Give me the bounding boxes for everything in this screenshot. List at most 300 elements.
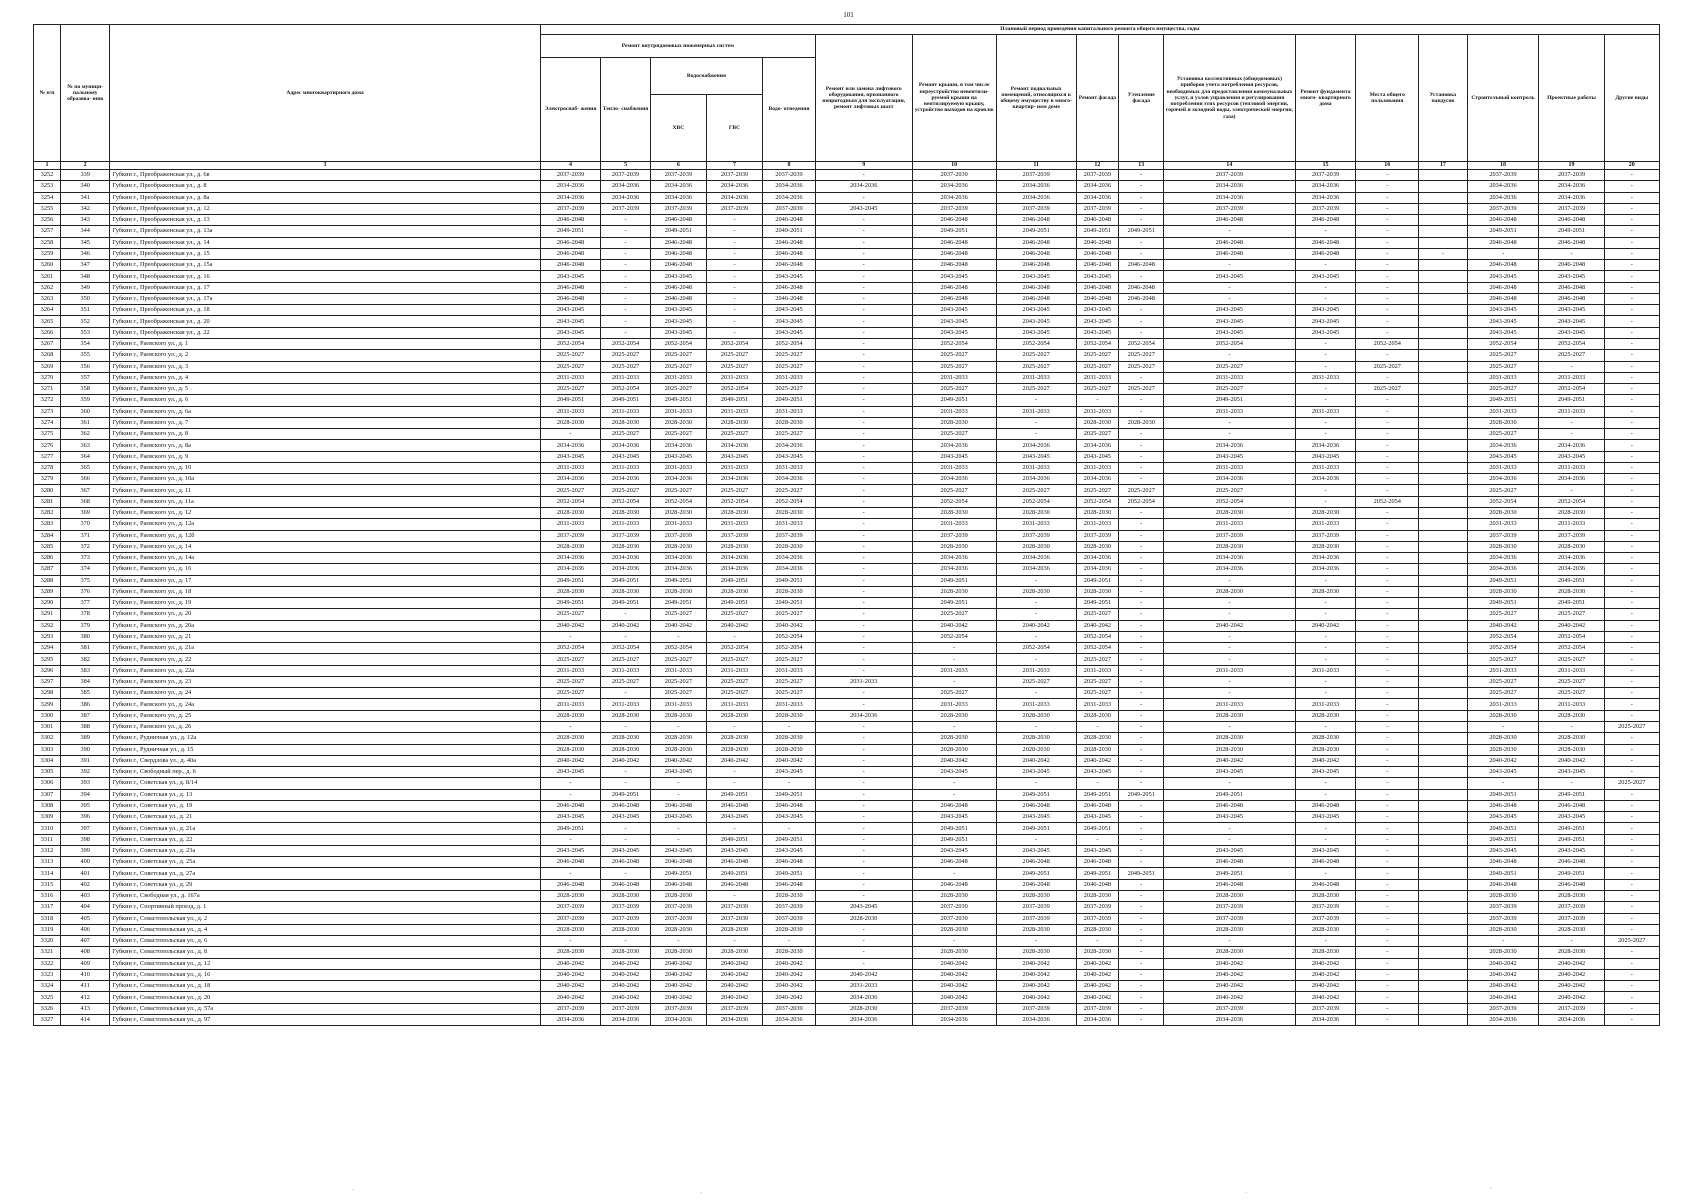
other-works-cell: - (1604, 969, 1659, 980)
meters-cell: - (1164, 834, 1295, 845)
heat-cell: - (601, 282, 650, 293)
ramps-cell (1419, 981, 1467, 992)
roof-cell: 2025-2027 (912, 429, 996, 440)
construction-control-cell: 2025-2027 (1467, 609, 1539, 620)
basement-cell: 2034-2036 (996, 440, 1076, 451)
roof-cell: 2025-2027 (912, 609, 996, 620)
heat-cell: 2031-2033 (601, 406, 650, 417)
row-number-cell: 3296 (34, 665, 61, 676)
insulation-cell: - (1119, 609, 1164, 620)
drain-cell: 2046-2048 (763, 293, 816, 304)
facade-cell: - (1076, 936, 1119, 947)
table-body (34, 170, 1660, 1026)
other-works-cell: - (1604, 519, 1659, 530)
foundation-cell: - (1295, 688, 1356, 699)
insulation-cell: - (1119, 564, 1164, 575)
hot-water-cell: 2028-2030 (706, 947, 762, 958)
address-cell: Губкин г., Раевского ул., д. 17 (110, 575, 540, 586)
cold-water-cell: - (650, 789, 706, 800)
address-cell: Губкин г., Раевского ул., д. 4 (110, 372, 540, 383)
insulation-cell: - (1119, 902, 1164, 913)
foundation-cell: - (1295, 722, 1356, 733)
foundation-cell: 2043-2045 (1295, 316, 1356, 327)
common-areas-cell: - (1356, 170, 1419, 181)
foundation-cell: 2046-2048 (1295, 215, 1356, 226)
address-cell: Губкин г., Преображенская ул., д. 17а (110, 293, 540, 304)
design-works-cell: 2025-2027 (1539, 688, 1604, 699)
insulation-cell: - (1119, 688, 1164, 699)
construction-control-cell: 2028-2030 (1467, 891, 1539, 902)
hot-water-cell: 2028-2030 (706, 733, 762, 744)
drain-cell: 2037-2039 (763, 530, 816, 541)
mun-number-cell: 384 (60, 676, 109, 687)
table-row (34, 800, 1660, 811)
basement-cell: 2034-2036 (996, 1014, 1076, 1025)
basement-cell: 2049-2051 (996, 226, 1076, 237)
row-number-cell: 3316 (34, 891, 61, 902)
insulation-cell: - (1119, 834, 1164, 845)
heat-cell: 2037-2039 (601, 902, 650, 913)
row-number-cell: 3315 (34, 879, 61, 890)
ramps-cell (1419, 451, 1467, 462)
heat-cell: 2025-2027 (601, 485, 650, 496)
other-works-cell: - (1604, 958, 1659, 969)
drain-cell: 2031-2033 (763, 519, 816, 530)
heat-cell: 2028-2030 (601, 417, 650, 428)
address-cell: Губкин г., Севастопольская ул., д. 97 (110, 1014, 540, 1025)
construction-control-cell: 2025-2027 (1467, 676, 1539, 687)
basement-cell: 2040-2042 (996, 620, 1076, 631)
construction-control-cell: 2037-2039 (1467, 203, 1539, 214)
facade-cell: 2043-2045 (1076, 305, 1119, 316)
cold-water-cell: 2049-2051 (650, 575, 706, 586)
mun-number-cell: 394 (60, 789, 109, 800)
meters-cell: 2037-2039 (1164, 902, 1295, 913)
construction-control-cell: 2043-2045 (1467, 327, 1539, 338)
construction-control-cell: 2040-2042 (1467, 755, 1539, 766)
design-works-cell: 2031-2033 (1539, 406, 1604, 417)
cold-water-cell: 2037-2039 (650, 913, 706, 924)
facade-cell: 2046-2048 (1076, 293, 1119, 304)
other-works-cell: - (1604, 834, 1659, 845)
address-cell: Губкин г., Советская ул., д. 25а (110, 857, 540, 868)
address-cell: Губкин г., Раевского ул., д. 12а (110, 519, 540, 530)
table-row (34, 507, 1660, 518)
common-areas-cell: - (1356, 947, 1419, 958)
ramps-cell (1419, 789, 1467, 800)
meters-cell: 2037-2039 (1164, 1003, 1295, 1014)
basement-cell: 2037-2039 (996, 203, 1076, 214)
row-number-cell: 3318 (34, 913, 61, 924)
basement-cell: - (996, 575, 1076, 586)
cold-water-cell: 2025-2027 (650, 485, 706, 496)
address-cell: Губкин г., Раевского ул., д. 21а (110, 643, 540, 654)
basement-cell: 2028-2030 (996, 891, 1076, 902)
address-cell: Губкин г., Преображенская ул., д. 13а (110, 226, 540, 237)
scan-mark: · (1245, 1190, 1247, 1196)
ramps-cell (1419, 474, 1467, 485)
meters-cell: 2040-2042 (1164, 992, 1295, 1003)
mun-number-cell: 347 (60, 260, 109, 271)
construction-control-cell: 2028-2030 (1467, 507, 1539, 518)
other-works-cell: 2025-2027 (1604, 936, 1659, 947)
row-number-cell: 3291 (34, 609, 61, 620)
insulation-cell: - (1119, 981, 1164, 992)
cold-water-cell: 2046-2048 (650, 293, 706, 304)
ramps-cell (1419, 631, 1467, 642)
address-cell: Губкин г., Севастопольская ул., д. 8 (110, 947, 540, 958)
electric-cell: 2049-2051 (540, 395, 601, 406)
common-areas-cell: - (1356, 699, 1419, 710)
heat-cell: 2046-2048 (601, 800, 650, 811)
foundation-cell: 2040-2042 (1295, 958, 1356, 969)
common-areas-cell: 2025-2027 (1356, 361, 1419, 372)
facade-cell: 2046-2048 (1076, 260, 1119, 271)
construction-control-cell: 2046-2048 (1467, 260, 1539, 271)
drain-cell: - (763, 722, 816, 733)
common-areas-cell: - (1356, 902, 1419, 913)
insulation-cell: - (1119, 845, 1164, 856)
heat-cell: 2046-2048 (601, 857, 650, 868)
ramps-cell (1419, 891, 1467, 902)
insulation-cell: - (1119, 969, 1164, 980)
mun-number-cell: 370 (60, 519, 109, 530)
mun-number-cell: 358 (60, 384, 109, 395)
insulation-cell: - (1119, 451, 1164, 462)
insulation-cell: - (1119, 631, 1164, 642)
cold-water-cell: 2028-2030 (650, 733, 706, 744)
roof-cell: 2031-2033 (912, 665, 996, 676)
roof-cell: 2031-2033 (912, 406, 996, 417)
hot-water-cell: 2025-2027 (706, 361, 762, 372)
heat-cell: - (601, 248, 650, 259)
table-row (34, 305, 1660, 316)
meters-cell: 2046-2048 (1164, 857, 1295, 868)
roof-cell: 2049-2051 (912, 834, 996, 845)
insulation-cell: 2025-2027 (1119, 361, 1164, 372)
basement-cell: 2040-2042 (996, 981, 1076, 992)
basement-cell: 2031-2033 (996, 665, 1076, 676)
insulation-cell: - (1119, 947, 1164, 958)
meters-cell: - (1164, 417, 1295, 428)
design-works-cell: 2052-2054 (1539, 338, 1604, 349)
lift-cell: - (815, 823, 912, 834)
address-cell: Губкин г., Советская ул., д. 13 (110, 789, 540, 800)
facade-cell: 2034-2036 (1076, 181, 1119, 192)
drain-cell: 2049-2051 (763, 226, 816, 237)
table-row (34, 958, 1660, 969)
other-works-cell: - (1604, 598, 1659, 609)
foundation-cell: - (1295, 338, 1356, 349)
common-areas-cell: - (1356, 676, 1419, 687)
design-works-cell: 2028-2030 (1539, 744, 1604, 755)
cold-water-cell: 2043-2045 (650, 812, 706, 823)
hot-water-cell: - (706, 237, 762, 248)
address-cell: Губкин г., Раевского ул., д. 6 (110, 395, 540, 406)
mun-number-cell: 404 (60, 902, 109, 913)
hot-water-cell: 2028-2030 (706, 417, 762, 428)
lift-cell: - (815, 778, 912, 789)
column-number-cell: 4 (540, 162, 601, 170)
roof-cell: 2034-2036 (912, 181, 996, 192)
mun-number-cell: 348 (60, 271, 109, 282)
facade-cell: 2046-2048 (1076, 215, 1119, 226)
basement-cell: 2046-2048 (996, 260, 1076, 271)
address-cell: Губкин г., Преображенская ул., д. 6в (110, 170, 540, 181)
hot-water-cell: 2031-2033 (706, 462, 762, 473)
column-number-cell: 2 (60, 162, 109, 170)
col-insulation-header: Утепление фасада (1119, 35, 1164, 162)
meters-cell: 2043-2045 (1164, 305, 1295, 316)
heat-cell: - (601, 271, 650, 282)
hot-water-cell: 2043-2045 (706, 812, 762, 823)
row-number-cell: 3262 (34, 282, 61, 293)
address-cell: Губкин г., Севастопольская ул., д. 12 (110, 958, 540, 969)
insulation-cell: - (1119, 305, 1164, 316)
insulation-cell: - (1119, 327, 1164, 338)
cold-water-cell: 2046-2048 (650, 800, 706, 811)
other-works-cell: - (1604, 744, 1659, 755)
design-works-cell: - (1539, 248, 1604, 259)
cold-water-cell: 2028-2030 (650, 710, 706, 721)
drain-cell: 2046-2048 (763, 237, 816, 248)
basement-cell: 2049-2051 (996, 823, 1076, 834)
basement-cell: 2028-2030 (996, 710, 1076, 721)
construction-control-cell: 2031-2033 (1467, 519, 1539, 530)
design-works-cell: 2040-2042 (1539, 958, 1604, 969)
hot-water-cell: 2049-2051 (706, 789, 762, 800)
address-cell: Губкин г., Раевского ул., д. 10 (110, 462, 540, 473)
table-row (34, 485, 1660, 496)
facade-cell: 2043-2045 (1076, 271, 1119, 282)
hot-water-cell: 2034-2036 (706, 1014, 762, 1025)
foundation-cell: 2034-2036 (1295, 564, 1356, 575)
hot-water-cell: 2052-2054 (706, 338, 762, 349)
column-number-cell: 3 (110, 162, 540, 170)
common-areas-cell: - (1356, 372, 1419, 383)
lift-cell: 2031-2033 (815, 981, 912, 992)
ramps-cell (1419, 609, 1467, 620)
row-number-cell: 3272 (34, 395, 61, 406)
other-works-cell: - (1604, 620, 1659, 631)
design-works-cell: 2043-2045 (1539, 316, 1604, 327)
electric-cell: 2046-2048 (540, 215, 601, 226)
other-works-cell: - (1604, 237, 1659, 248)
hot-water-cell: 2034-2036 (706, 553, 762, 564)
ramps-cell (1419, 170, 1467, 181)
row-number-cell: 3284 (34, 530, 61, 541)
construction-control-cell: 2046-2048 (1467, 215, 1539, 226)
heat-cell: - (601, 316, 650, 327)
ramps-cell (1419, 823, 1467, 834)
column-number-cell: 14 (1164, 162, 1295, 170)
insulation-cell: - (1119, 440, 1164, 451)
design-works-cell: 2031-2033 (1539, 372, 1604, 383)
common-areas-cell: - (1356, 440, 1419, 451)
basement-cell: - (996, 631, 1076, 642)
ramps-cell (1419, 203, 1467, 214)
other-works-cell: - (1604, 170, 1659, 181)
hot-water-cell: 2040-2042 (706, 981, 762, 992)
lift-cell: - (815, 857, 912, 868)
cold-water-cell: 2028-2030 (650, 924, 706, 935)
lift-cell: - (815, 260, 912, 271)
drain-cell: 2028-2030 (763, 417, 816, 428)
meters-cell: 2025-2027 (1164, 361, 1295, 372)
insulation-cell: - (1119, 1003, 1164, 1014)
ramps-cell (1419, 643, 1467, 654)
construction-control-cell: 2049-2051 (1467, 834, 1539, 845)
facade-cell: 2028-2030 (1076, 924, 1119, 935)
heat-cell: 2043-2045 (601, 845, 650, 856)
insulation-cell: - (1119, 507, 1164, 518)
table-row (34, 981, 1660, 992)
cold-water-cell: 2043-2045 (650, 271, 706, 282)
heat-cell: 2034-2036 (601, 181, 650, 192)
common-areas-cell: - (1356, 924, 1419, 935)
meters-cell: - (1164, 778, 1295, 789)
ramps-cell (1419, 654, 1467, 665)
table-row (34, 192, 1660, 203)
basement-cell: 2052-2054 (996, 496, 1076, 507)
cold-water-cell: 2046-2048 (650, 237, 706, 248)
foundation-cell: - (1295, 823, 1356, 834)
basement-cell: 2043-2045 (996, 327, 1076, 338)
electric-cell: 2028-2030 (540, 710, 601, 721)
facade-cell: 2049-2051 (1076, 598, 1119, 609)
roof-cell: 2043-2045 (912, 316, 996, 327)
col-roof-header: Ремонт крыши, в том числе переустройство невентили- руемой крыши на вентилируемую крышу, устройство выходов на кровлю (912, 35, 996, 162)
common-areas-cell: - (1356, 981, 1419, 992)
basement-cell: - (996, 417, 1076, 428)
meters-cell: 2028-2030 (1164, 744, 1295, 755)
hot-water-cell: 2028-2030 (706, 541, 762, 552)
roof-cell: 2025-2027 (912, 485, 996, 496)
insulation-cell: - (1119, 541, 1164, 552)
mun-number-cell: 356 (60, 361, 109, 372)
common-areas-cell: - (1356, 530, 1419, 541)
column-number-cell: 19 (1539, 162, 1604, 170)
foundation-cell: 2040-2042 (1295, 755, 1356, 766)
ramps-cell (1419, 226, 1467, 237)
basement-cell: 2037-2039 (996, 1003, 1076, 1014)
address-cell: Губкин г., Раевского ул., д. 25 (110, 710, 540, 721)
electric-cell: 2034-2036 (540, 440, 601, 451)
scan-mark: · (1490, 1186, 1492, 1192)
electric-cell: 2046-2048 (540, 237, 601, 248)
electric-cell: 2037-2039 (540, 1003, 601, 1014)
cold-water-cell: 2025-2027 (650, 361, 706, 372)
lift-cell: - (815, 620, 912, 631)
mun-number-cell: 354 (60, 338, 109, 349)
row-number-cell: 3252 (34, 170, 61, 181)
cold-water-cell: 2031-2033 (650, 372, 706, 383)
basement-cell: 2046-2048 (996, 215, 1076, 226)
lift-cell: - (815, 868, 912, 879)
hot-water-cell: 2049-2051 (706, 598, 762, 609)
hot-water-cell: 2025-2027 (706, 609, 762, 620)
meters-cell: 2046-2048 (1164, 237, 1295, 248)
construction-control-cell: 2040-2042 (1467, 969, 1539, 980)
drain-cell: 2034-2036 (763, 564, 816, 575)
planned-period-header: Плановый период проведения капитального ремонта общего имущества, годы (540, 25, 1659, 35)
cold-water-cell: 2034-2036 (650, 1014, 706, 1025)
heat-cell: 2052-2054 (601, 643, 650, 654)
column-number-cell: 20 (1604, 162, 1659, 170)
construction-control-cell: 2028-2030 (1467, 710, 1539, 721)
lift-cell: - (815, 936, 912, 947)
drain-cell: 2025-2027 (763, 361, 816, 372)
roof-cell: - (912, 778, 996, 789)
mun-number-cell: 391 (60, 755, 109, 766)
meters-cell: 2028-2030 (1164, 541, 1295, 552)
row-number-cell: 3259 (34, 248, 61, 259)
basement-cell: 2043-2045 (996, 271, 1076, 282)
electric-cell: 2025-2027 (540, 609, 601, 620)
common-areas-cell: - (1356, 474, 1419, 485)
row-number-cell: 3322 (34, 958, 61, 969)
roof-cell: 2040-2042 (912, 969, 996, 980)
meters-cell: 2031-2033 (1164, 699, 1295, 710)
row-number-cell: 3273 (34, 406, 61, 417)
basement-cell: 2046-2048 (996, 282, 1076, 293)
table-row (34, 417, 1660, 428)
heat-cell: 2034-2036 (601, 1014, 650, 1025)
drain-cell: 2043-2045 (763, 845, 816, 856)
common-areas-cell: - (1356, 879, 1419, 890)
electric-cell: - (540, 631, 601, 642)
drain-cell: 2025-2027 (763, 654, 816, 665)
foundation-cell: 2028-2030 (1295, 744, 1356, 755)
common-areas-cell: - (1356, 710, 1419, 721)
basement-cell: 2031-2033 (996, 519, 1076, 530)
foundation-cell: - (1295, 654, 1356, 665)
common-areas-cell: - (1356, 553, 1419, 564)
lift-cell: - (815, 958, 912, 969)
common-areas-cell: - (1356, 350, 1419, 361)
electric-cell: 2025-2027 (540, 361, 601, 372)
ramps-cell (1419, 192, 1467, 203)
mun-number-cell: 388 (60, 722, 109, 733)
facade-cell: 2037-2039 (1076, 902, 1119, 913)
insulation-cell: - (1119, 271, 1164, 282)
facade-cell: - (1076, 722, 1119, 733)
address-cell: Губкин г., Севастопольская ул., д. 20 (110, 992, 540, 1003)
address-cell: Губкин г., Преображенская ул., д. 20 (110, 316, 540, 327)
cold-water-cell: 2028-2030 (650, 586, 706, 597)
foundation-cell: - (1295, 834, 1356, 845)
lift-cell: 2028-2030 (815, 1003, 912, 1014)
hot-water-cell: 2052-2054 (706, 384, 762, 395)
basement-cell: 2043-2045 (996, 845, 1076, 856)
mun-number-cell: 368 (60, 496, 109, 507)
common-areas-cell: - (1356, 834, 1419, 845)
facade-cell: 2028-2030 (1076, 733, 1119, 744)
design-works-cell: 2028-2030 (1539, 924, 1604, 935)
hot-water-cell: 2049-2051 (706, 868, 762, 879)
facade-cell: 2034-2036 (1076, 474, 1119, 485)
meters-cell: 2028-2030 (1164, 947, 1295, 958)
mun-number-cell: 405 (60, 913, 109, 924)
hot-water-cell: 2028-2030 (706, 507, 762, 518)
common-areas-cell: - (1356, 226, 1419, 237)
design-works-cell: 2034-2036 (1539, 553, 1604, 564)
ramps-cell (1419, 440, 1467, 451)
insulation-cell: 2046-2048 (1119, 260, 1164, 271)
row-number-cell: 3324 (34, 981, 61, 992)
cold-water-cell: 2049-2051 (650, 226, 706, 237)
drain-cell: 2025-2027 (763, 429, 816, 440)
